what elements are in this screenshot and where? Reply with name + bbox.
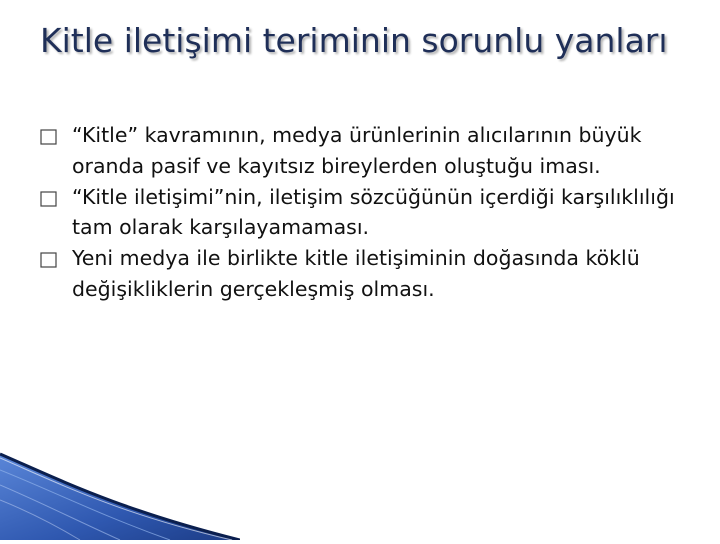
bullet-item [40, 120, 680, 182]
slide-title: Kitle iletişimi teriminin sorunlu yanları [40, 21, 668, 60]
bullet-text: Yeni medya ile birlikte kitle iletişiminin doğasında köklü değişikliklerin gerçekleşmiş olması. [72, 246, 640, 301]
bullet-text: “Kitle” kavramının, medya ürünlerinin alıcılarının büyük oranda pasif ve kayıtsız bireylerden oluştuğu iması. [72, 123, 642, 178]
bullet-item [40, 243, 680, 305]
hollow-square-icon [40, 129, 58, 145]
bullet-item [40, 182, 680, 244]
hollow-square-icon [40, 191, 58, 207]
bullet-list [40, 120, 680, 305]
corner-wave-decoration [0, 440, 240, 540]
bullet-text: “Kitle iletişimi”nin, iletişim sözcüğünün içerdiği karşılıklılığı tam olarak karşılayamaması. [72, 184, 675, 240]
hollow-square-icon [40, 252, 58, 268]
